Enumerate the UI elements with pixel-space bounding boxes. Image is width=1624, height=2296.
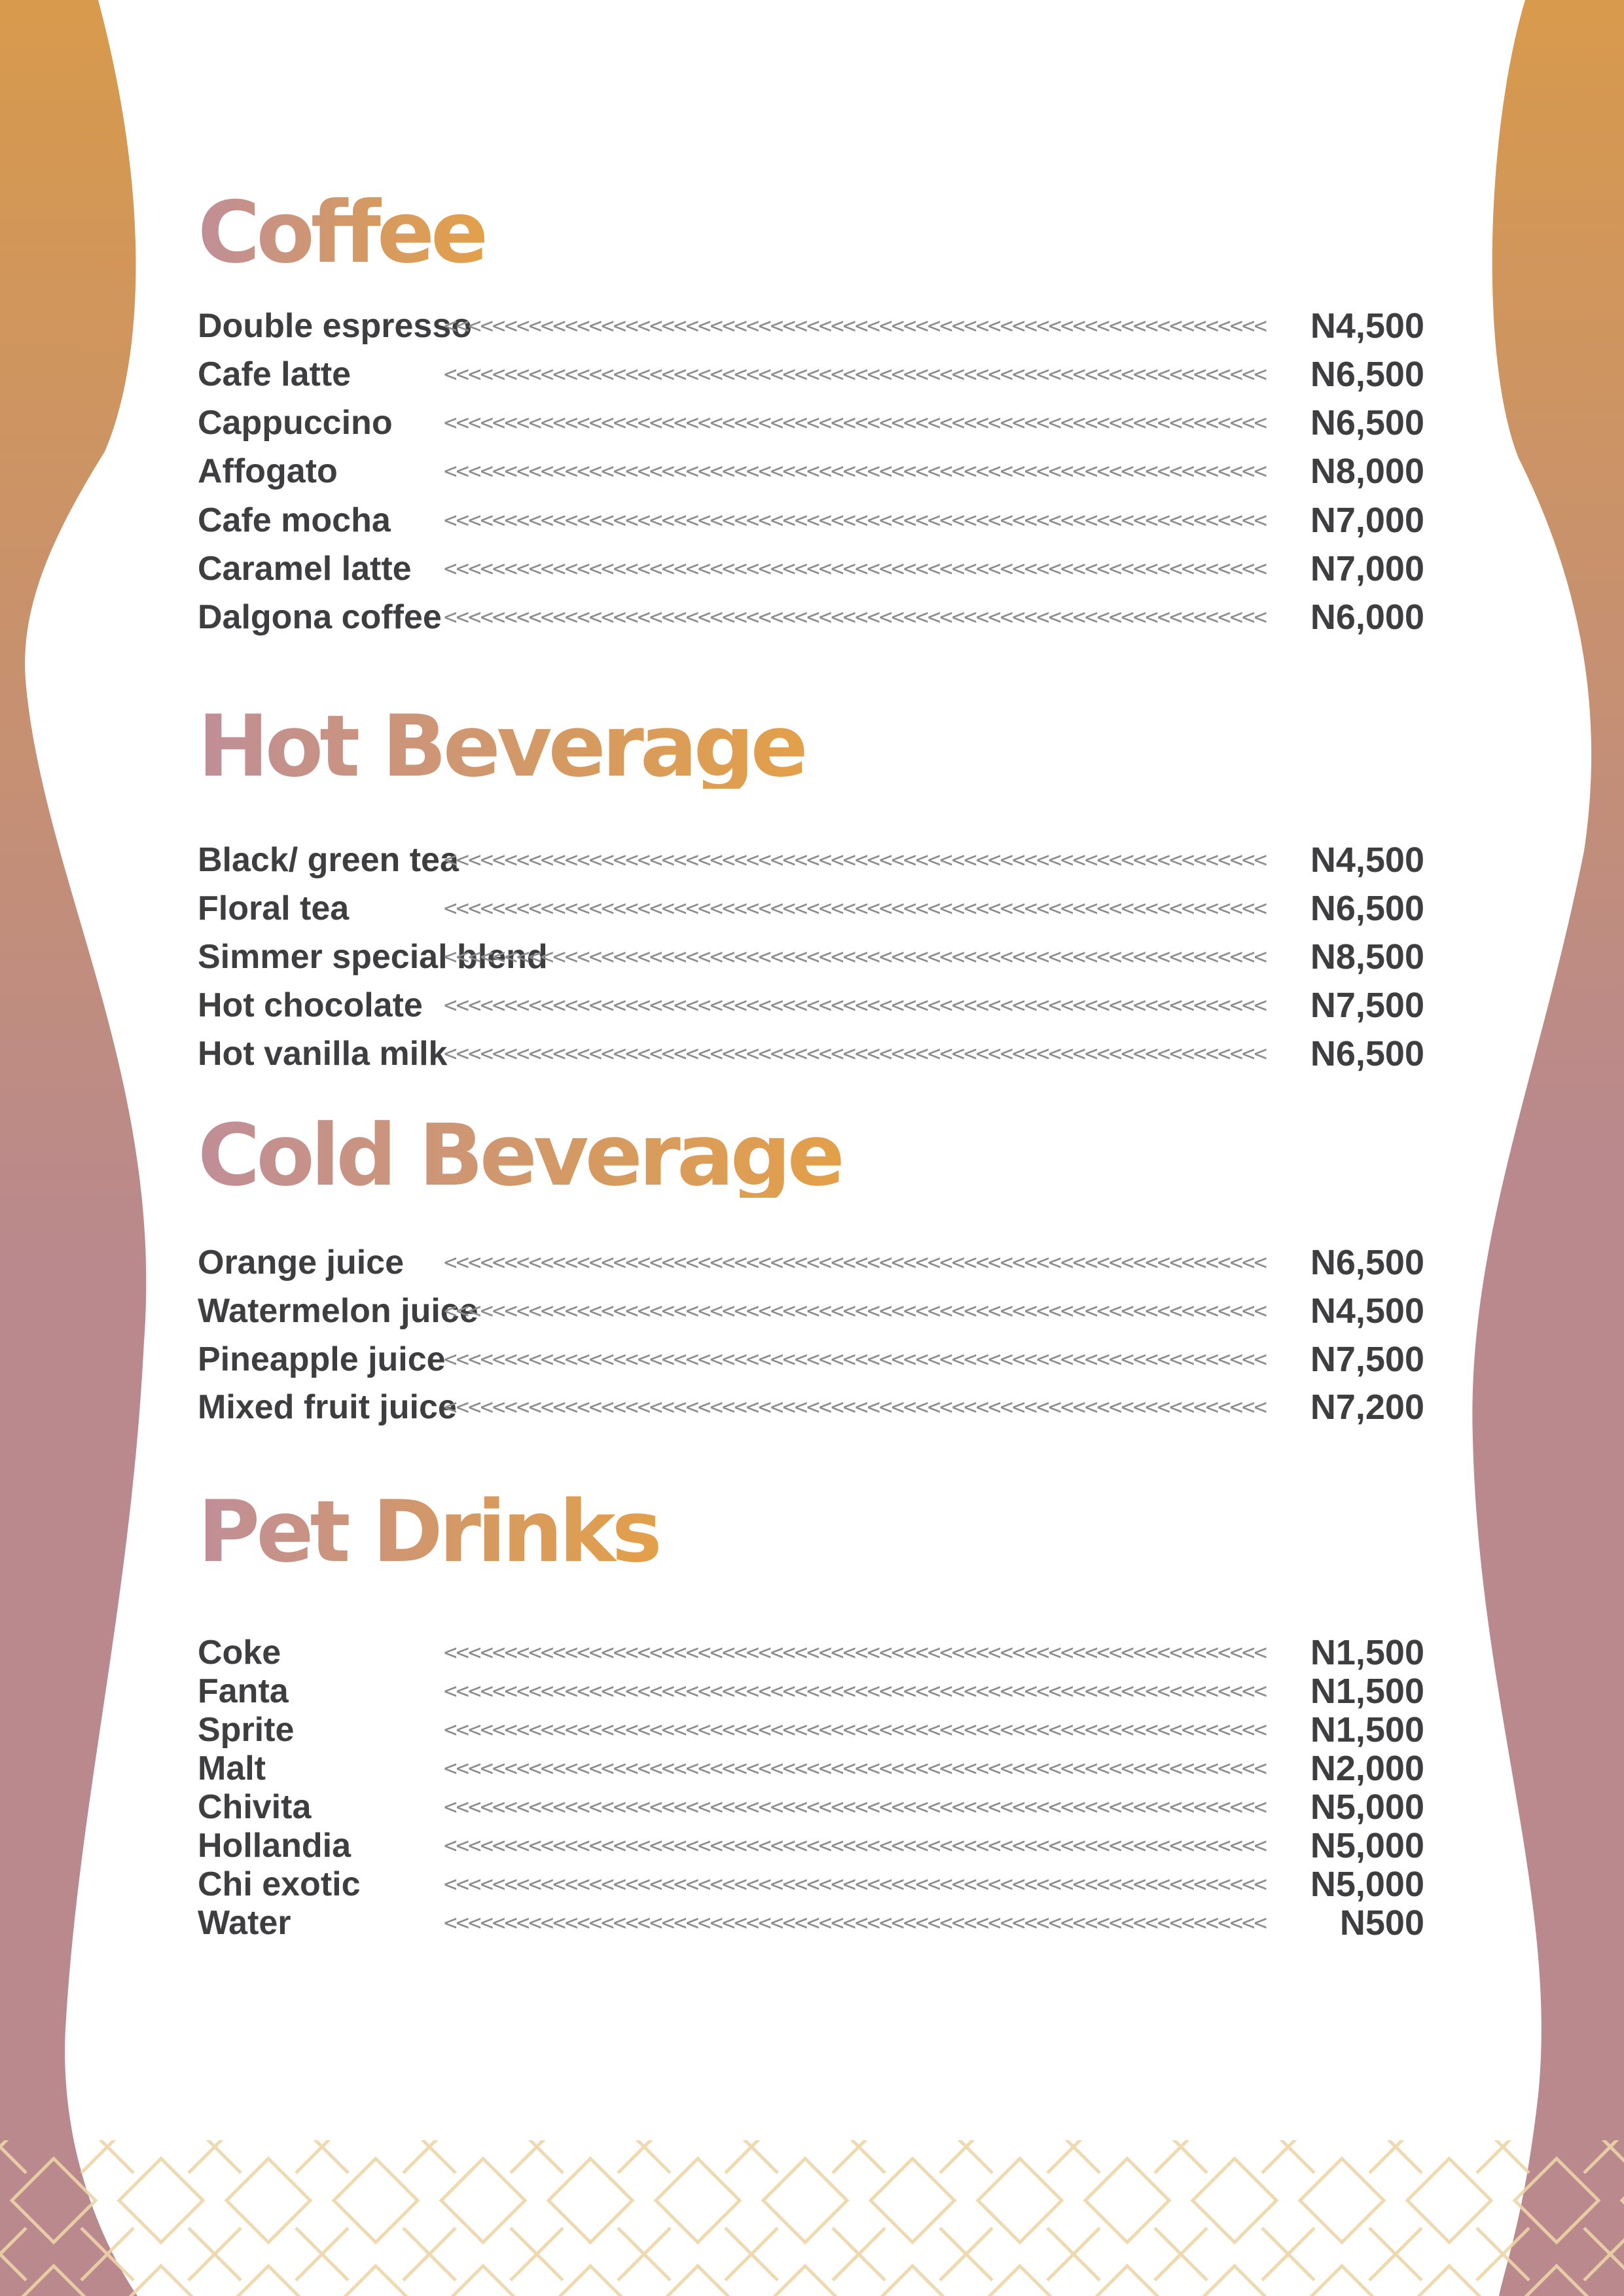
menu-item — [198, 1384, 1424, 1430]
item-name: Chivita — [198, 1788, 312, 1826]
menu-item — [198, 1865, 1424, 1903]
item-name: Hot vanilla milk — [198, 1035, 448, 1073]
menu-item — [198, 497, 1424, 543]
menu-item — [198, 400, 1424, 446]
menu-item — [198, 1336, 1424, 1382]
item-price: N6,500 — [1310, 1034, 1424, 1073]
item-name: Floral tea — [198, 889, 350, 927]
menu-item — [198, 546, 1424, 592]
item-name: Orange juice — [198, 1244, 404, 1282]
section-title: Coffee — [198, 183, 485, 282]
item-name: Cafe mocha — [198, 501, 391, 539]
item-name: Fanta — [198, 1672, 289, 1710]
item-price: N6,500 — [1310, 889, 1424, 928]
item-price: N6,000 — [1310, 598, 1424, 637]
item-price: N6,500 — [1310, 403, 1424, 442]
leader-arrows: >>>>>>>>>>>>>>>>>>>>>>>>>>>>>>>>>>>>>>>>>>>>>>>>>>>>>>>>>>>>>>>>>>>> — [444, 847, 1266, 873]
section-title: Pet Drinks — [198, 1482, 659, 1581]
leader-arrows: >>>>>>>>>>>>>>>>>>>>>>>>>>>>>>>>>>>>>>>>>>>>>>>>>>>>>>>>>>>>>>>>>>>> — [444, 1717, 1266, 1743]
leader-arrows: >>>>>>>>>>>>>>>>>>>>>>>>>>>>>>>>>>>>>>>>>>>>>>>>>>>>>>>>>>>>>>>>>>>> — [444, 895, 1266, 922]
leader-arrows: >>>>>>>>>>>>>>>>>>>>>>>>>>>>>>>>>>>>>>>>>>>>>>>>>>>>>>>>>>>>>>>>>>>> — [444, 944, 1266, 970]
menu-item — [198, 837, 1424, 883]
leader-arrows: >>>>>>>>>>>>>>>>>>>>>>>>>>>>>>>>>>>>>>>>>>>>>>>>>>>>>>>>>>>>>>>>>>>> — [444, 410, 1266, 436]
leader-arrows: >>>>>>>>>>>>>>>>>>>>>>>>>>>>>>>>>>>>>>>>>>>>>>>>>>>>>>>>>>>>>>>>>>>> — [444, 361, 1266, 387]
item-price: N7,200 — [1310, 1388, 1424, 1427]
item-price: N6,500 — [1310, 355, 1424, 394]
leader-arrows: >>>>>>>>>>>>>>>>>>>>>>>>>>>>>>>>>>>>>>>>>>>>>>>>>>>>>>>>>>>>>>>>>>>> — [444, 1249, 1266, 1276]
menu-item — [198, 1904, 1424, 1942]
menu-item — [198, 1788, 1424, 1826]
menu-item — [198, 594, 1424, 640]
section-title: Hot Beverage — [198, 696, 804, 796]
leader-arrows: >>>>>>>>>>>>>>>>>>>>>>>>>>>>>>>>>>>>>>>>>>>>>>>>>>>>>>>>>>>>>>>>>>>> — [444, 992, 1266, 1018]
leader-arrows: >>>>>>>>>>>>>>>>>>>>>>>>>>>>>>>>>>>>>>>>>>>>>>>>>>>>>>>>>>>>>>>>>>>> — [444, 604, 1266, 630]
item-price: N7,000 — [1310, 549, 1424, 588]
item-price: N8,500 — [1310, 937, 1424, 977]
leader-arrows: >>>>>>>>>>>>>>>>>>>>>>>>>>>>>>>>>>>>>>>>>>>>>>>>>>>>>>>>>>>>>>>>>>>> — [444, 1346, 1266, 1372]
menu-item — [198, 886, 1424, 931]
item-price: N7,000 — [1310, 501, 1424, 540]
item-price: N1,500 — [1310, 1633, 1424, 1672]
leader-arrows: >>>>>>>>>>>>>>>>>>>>>>>>>>>>>>>>>>>>>>>>>>>>>>>>>>>>>>>>>>>>>>>>>>>> — [444, 1394, 1266, 1420]
menu-item — [198, 1240, 1424, 1285]
menu-item — [198, 934, 1424, 980]
leader-arrows: >>>>>>>>>>>>>>>>>>>>>>>>>>>>>>>>>>>>>>>>>>>>>>>>>>>>>>>>>>>>>>>>>>>> — [444, 1755, 1266, 1782]
item-price: N500 — [1339, 1903, 1424, 1943]
right-wave-band — [1472, 0, 1624, 2296]
item-name: Chi exotic — [198, 1865, 361, 1903]
item-price: N7,500 — [1310, 1340, 1424, 1379]
leader-arrows: >>>>>>>>>>>>>>>>>>>>>>>>>>>>>>>>>>>>>>>>>>>>>>>>>>>>>>>>>>>>>>>>>>>> — [444, 1041, 1266, 1067]
item-price: N5,000 — [1310, 1826, 1424, 1865]
menu-item — [198, 1711, 1424, 1749]
item-price: N5,000 — [1310, 1865, 1424, 1904]
item-name: Hot chocolate — [198, 986, 423, 1024]
item-name: Dalgona coffee — [198, 598, 442, 636]
leader-arrows: >>>>>>>>>>>>>>>>>>>>>>>>>>>>>>>>>>>>>>>>>>>>>>>>>>>>>>>>>>>>>>>>>>>> — [444, 1298, 1266, 1324]
leader-arrows: >>>>>>>>>>>>>>>>>>>>>>>>>>>>>>>>>>>>>>>>>>>>>>>>>>>>>>>>>>>>>>>>>>>> — [444, 556, 1266, 582]
leader-arrows: >>>>>>>>>>>>>>>>>>>>>>>>>>>>>>>>>>>>>>>>>>>>>>>>>>>>>>>>>>>>>>>>>>>> — [444, 1640, 1266, 1666]
item-name: Water — [198, 1904, 291, 1942]
item-name: Hollandia — [198, 1827, 352, 1865]
item-price: N7,500 — [1310, 986, 1424, 1025]
leader-arrows: >>>>>>>>>>>>>>>>>>>>>>>>>>>>>>>>>>>>>>>>>>>>>>>>>>>>>>>>>>>>>>>>>>>> — [444, 1833, 1266, 1859]
leader-arrows: >>>>>>>>>>>>>>>>>>>>>>>>>>>>>>>>>>>>>>>>>>>>>>>>>>>>>>>>>>>>>>>>>>>> — [444, 1871, 1266, 1897]
menu-item — [198, 1634, 1424, 1672]
item-price: N4,500 — [1310, 1291, 1424, 1331]
leader-arrows: >>>>>>>>>>>>>>>>>>>>>>>>>>>>>>>>>>>>>>>>>>>>>>>>>>>>>>>>>>>>>>>>>>>> — [444, 1678, 1266, 1704]
menu-item — [198, 1827, 1424, 1865]
left-wave-band — [0, 0, 146, 2296]
leader-arrows: >>>>>>>>>>>>>>>>>>>>>>>>>>>>>>>>>>>>>>>>>>>>>>>>>>>>>>>>>>>>>>>>>>>> — [444, 458, 1266, 484]
item-name: Affogato — [198, 452, 338, 490]
item-name: Watermelon juice — [198, 1292, 478, 1330]
item-name: Mixed fruit juice — [198, 1388, 457, 1426]
item-price: N4,500 — [1310, 840, 1424, 880]
item-name: Black/ green tea — [198, 841, 459, 879]
leader-arrows: >>>>>>>>>>>>>>>>>>>>>>>>>>>>>>>>>>>>>>>>>>>>>>>>>>>>>>>>>>>>>>>>>>>> — [444, 1910, 1266, 1936]
item-price: N4,500 — [1310, 306, 1424, 346]
item-price: N8,000 — [1310, 452, 1424, 491]
item-name: Malt — [198, 1749, 266, 1787]
item-name: Sprite — [198, 1711, 295, 1749]
item-price: N6,500 — [1310, 1243, 1424, 1282]
leader-arrows: >>>>>>>>>>>>>>>>>>>>>>>>>>>>>>>>>>>>>>>>>>>>>>>>>>>>>>>>>>>>>>>>>>>> — [444, 313, 1266, 339]
menu-item — [198, 982, 1424, 1028]
leader-arrows: >>>>>>>>>>>>>>>>>>>>>>>>>>>>>>>>>>>>>>>>>>>>>>>>>>>>>>>>>>>>>>>>>>>> — [444, 1794, 1266, 1820]
menu-item — [198, 1288, 1424, 1334]
item-name: Simmer special blend — [198, 938, 548, 976]
item-name: Pineapple juice — [198, 1340, 446, 1378]
item-name: Coke — [198, 1634, 281, 1672]
menu-item — [198, 1031, 1424, 1077]
item-name: Caramel latte — [198, 550, 412, 588]
item-name: Cappuccino — [198, 404, 393, 442]
section-title: Cold Beverage — [198, 1105, 841, 1205]
item-name: Double espresso — [198, 307, 473, 345]
item-price: N5,000 — [1310, 1787, 1424, 1827]
menu-item — [198, 1672, 1424, 1710]
item-price: N1,500 — [1310, 1710, 1424, 1749]
menu-item — [198, 351, 1424, 397]
menu-item — [198, 1749, 1424, 1787]
leader-arrows: >>>>>>>>>>>>>>>>>>>>>>>>>>>>>>>>>>>>>>>>>>>>>>>>>>>>>>>>>>>>>>>>>>>> — [444, 507, 1266, 533]
item-price: N1,500 — [1310, 1672, 1424, 1711]
item-price: N2,000 — [1310, 1749, 1424, 1788]
diamond-pattern-border — [0, 2140, 1624, 2296]
menu-item — [198, 448, 1424, 494]
menu-item — [198, 303, 1424, 349]
item-name: Cafe latte — [198, 355, 352, 393]
